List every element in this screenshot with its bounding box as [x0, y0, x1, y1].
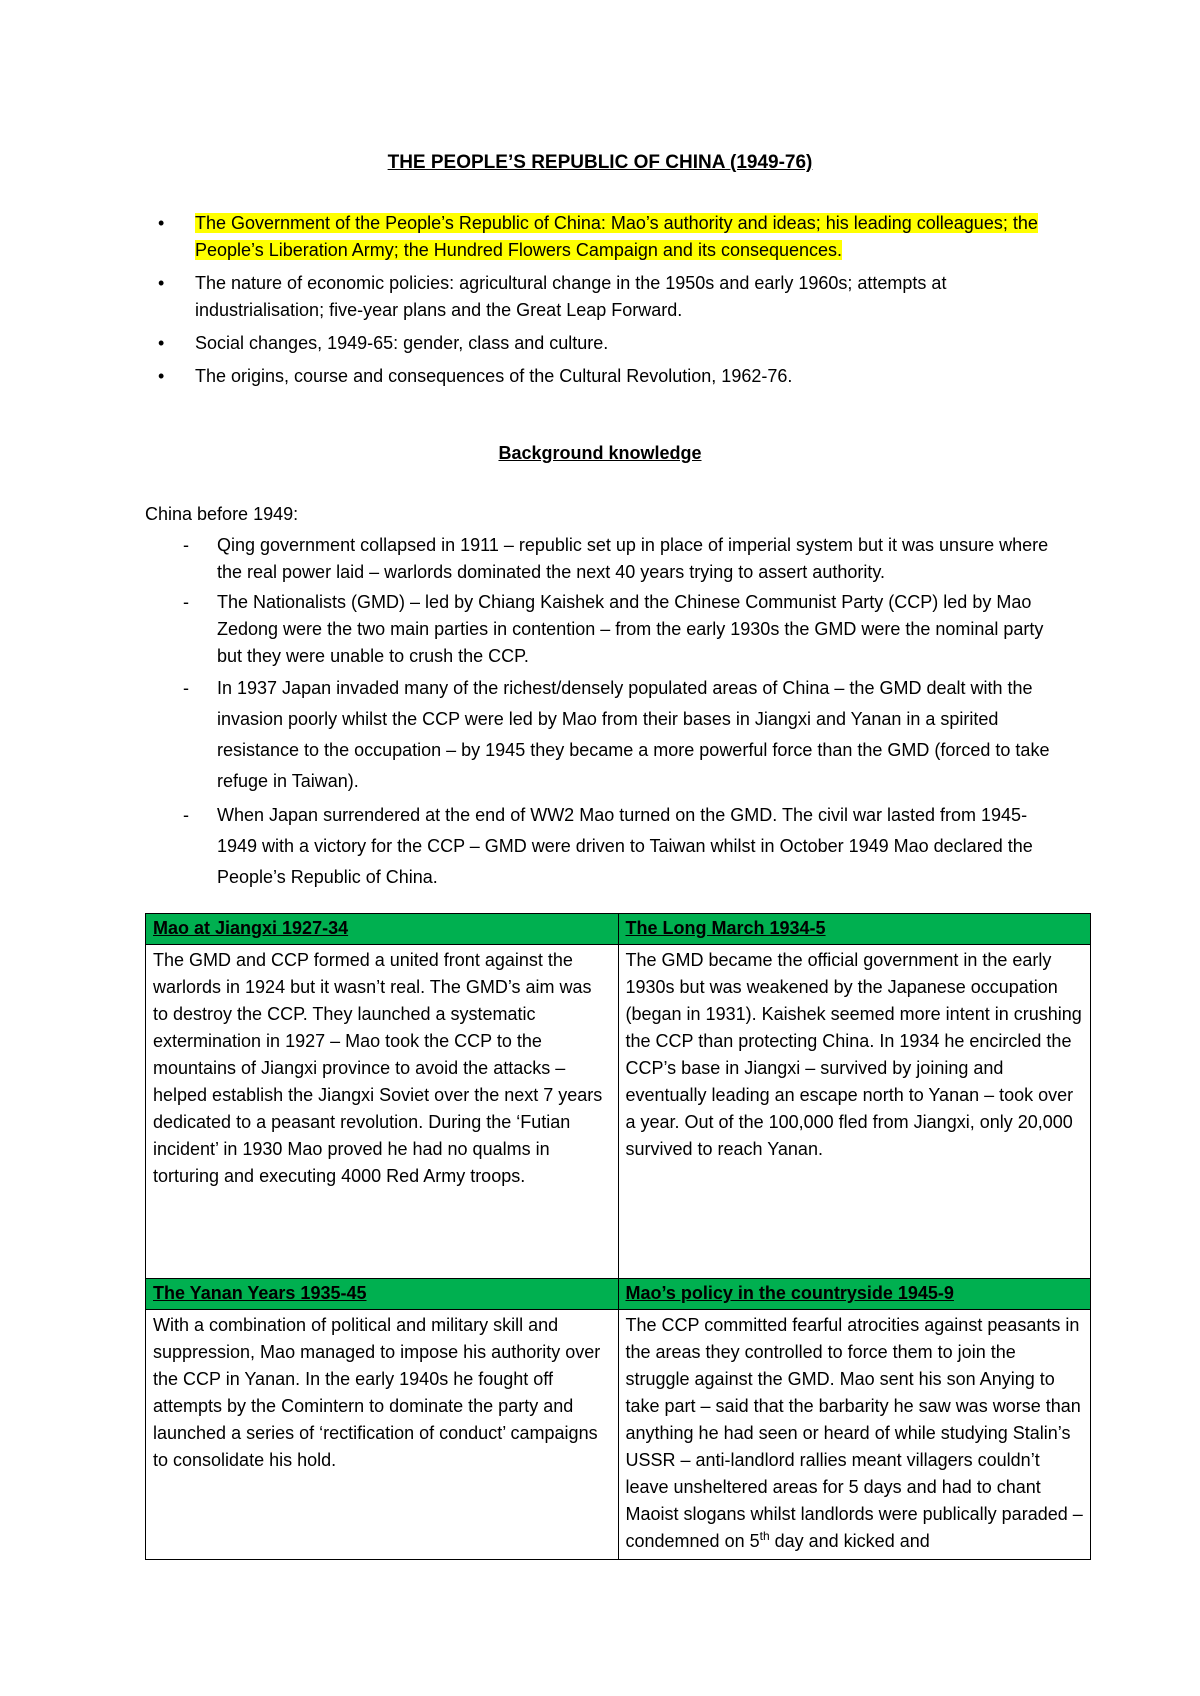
point-text: When Japan surrendered at the end of WW2 Mao turned on the GMD. The civil war lasted from 1945-1949 with a victory for the CCP – GMD were driven to Taiwan whilst in October 1949 Mao declared the People’s Republic of China. [217, 805, 1033, 887]
point-text: In 1937 Japan invaded many of the richest/densely populated areas of China – the GMD dealt with the invasion poorly whilst the CCP were led by Mao from their bases in Jiangxi and Yanan in a spirited resistance to the occupation – by 1945 they became a more powerful force than the GMD (forced to take refuge in Taiwan). [217, 678, 1050, 791]
table-cell: The GMD became the official government in the early 1930s but was weakened by the Japanese occupation (began in 1931). Kaishek seemed more intent in crushing the CCP than protecting China. In 1934 he encircled the CCP’s base in Jiangxi – survived by joining and eventually leading an escape north to Yanan – took over a year. Out of the 100,000 fled from Jiangxi, only 20,000 survived to reach Yanan. [618, 945, 1091, 1279]
table-header-cell: Mao’s policy in the countryside 1945-9 [618, 1279, 1091, 1310]
topic-item [145, 270, 1065, 324]
table-header-cell: Mao at Jiangxi 1927-34 [146, 914, 619, 945]
topic-text: The origins, course and consequences of the Cultural Revolution, 1962-76. [195, 366, 793, 386]
cell-text: day and kicked and [769, 1531, 930, 1551]
background-point [145, 673, 1065, 797]
cell-text: The CCP committed fearful atrocities against peasants in the areas they controlled to force them to join the struggle against the GMD. Mao sent his son Anying to take part – said that the barbarity he saw was worse than anything he had seen or heard of while studying Stalin’s USSR – anti-landlord rallies meant villagers couldn’t leave unsheltered areas for 5 days and had to chant Maoist slogans whilst landlords were publically paraded – condemned on 5 [625, 1315, 1083, 1551]
table-header-cell: The Yanan Years 1935-45 [146, 1279, 619, 1310]
point-text: The Nationalists (GMD) – led by Chiang Kaishek and the Chinese Communist Party (CCP) led by Mao Zedong were the two main parties in contention – from the early 1930s the GMD were the nominal party but they were unable to crush the CCP. [217, 592, 1044, 666]
topic-text: Social changes, 1949-65: gender, class and culture. [195, 333, 609, 353]
table-row [146, 945, 1091, 1279]
topic-text-highlighted: The Government of the People’s Republic of China: Mao’s authority and ideas; his leading colleagues; the People’s Liberation Army; the Hundred Flowers Campaign and its consequences. [195, 213, 1038, 260]
table-cell: With a combination of political and military skill and suppression, Mao managed to impose his authority over the CCP in Yanan. In the early 1940s he fought off attempts by the Comintern to dominate the party and launched a series of ‘rectification of conduct’ campaigns to consolidate his hold. [146, 1310, 619, 1560]
dash-marker: - [183, 535, 189, 555]
topic-item [145, 363, 1065, 390]
table-header-row [146, 914, 1091, 945]
topic-item [145, 210, 1065, 264]
table-row [146, 1310, 1091, 1560]
bullet-icon: • [158, 213, 165, 233]
page-title: THE PEOPLE’S REPUBLIC OF CHINA (1949-76) [387, 152, 813, 173]
topic-text: The nature of economic policies: agricultural change in the 1950s and early 1960s; attempts at industrialisation; five-year plans and the Great Leap Forward. [195, 273, 947, 320]
topic-item [145, 330, 1065, 357]
table-cell [618, 1310, 1091, 1560]
background-point [145, 800, 1065, 893]
superscript: th [759, 1529, 770, 1543]
point-text: Qing government collapsed in 1911 – republic set up in place of imperial system but it was unsure where the real power laid – warlords dominated the next 40 years trying to assert authority. [217, 535, 1049, 582]
background-point [145, 589, 1065, 670]
intro-text: China before 1949: [145, 504, 299, 524]
background-table [145, 913, 1091, 1560]
dash-marker: - [183, 678, 189, 698]
background-heading: Background knowledge [498, 443, 702, 463]
dash-marker: - [183, 592, 189, 612]
topic-list [145, 210, 1065, 396]
table-header-row [146, 1279, 1091, 1310]
bullet-icon: • [158, 273, 165, 293]
background-point [145, 532, 1065, 586]
bullet-icon: • [158, 333, 165, 353]
background-points [145, 532, 1065, 896]
table-cell: The GMD and CCP formed a united front against the warlords in 1924 but it wasn’t real. The GMD’s aim was to destroy the CCP. They launched a systematic extermination in 1927 – Mao took the CCP to the mountains of Jiangxi province to avoid the attacks – helped establish the Jiangxi Soviet over the next 7 years dedicated to a peasant revolution. During the ‘Futian incident’ in 1930 Mao proved he had no qualms in torturing and executing 4000 Red Army troops. [146, 945, 619, 1279]
bullet-icon: • [158, 366, 165, 386]
table-header-cell: The Long March 1934-5 [618, 914, 1091, 945]
dash-marker: - [183, 805, 189, 825]
